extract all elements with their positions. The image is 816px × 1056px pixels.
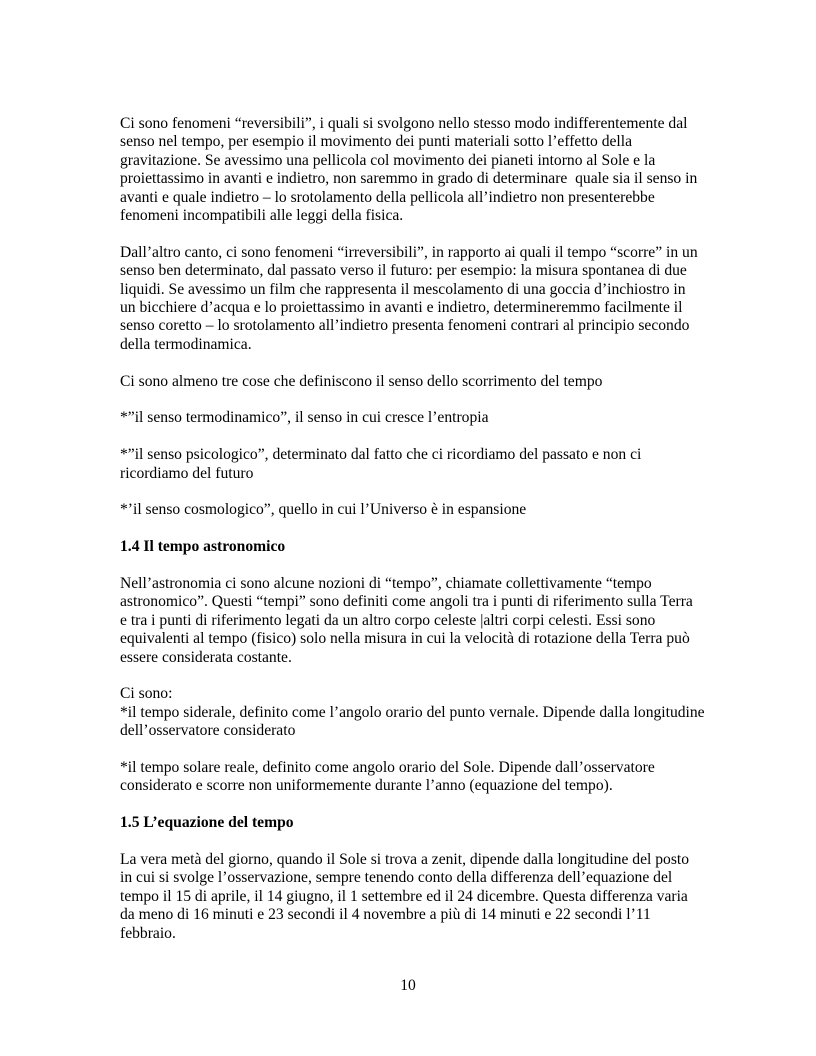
text-line: La vera metà del giorno, quando il Sole si trova a zenit, dipende dalla longitudine del posto (120, 851, 690, 869)
text-line: dell’osservatore considerato (120, 722, 296, 740)
text-line: senso nel tempo, per esempio il movimento dei punti materiali sotto l’effetto della (120, 133, 633, 151)
paragraph (120, 115, 720, 225)
text-line: senso ben determinato, dal passato verso il futuro: per esempio: la misura spontanea di due (120, 262, 687, 280)
text-line: ricordiamo del futuro (120, 464, 254, 482)
page-number: 10 (400, 977, 416, 994)
text-line: Nell’astronomia ci sono alcune nozioni di “tempo”, chiamate collettivamente “tempo (120, 575, 652, 593)
paragraph (120, 501, 720, 519)
paragraph (120, 446, 720, 483)
text-line: tempo il 15 di aprile, il 14 giugno, il 1 settembre ed il 24 dicembre. Questa differenza varia (120, 887, 688, 905)
text-line: in cui si svolge l’osservazione, sempre tenendo conto della differenza dell’equazione del (120, 869, 673, 887)
text-line: Ci sono fenomeni “reversibili”, i quali si svolgono nello stesso modo indifferentemente dal (120, 115, 688, 132)
text-line: liquidi. Se avessimo un film che rappresenta il mescolamento di una goccia d’inchiostro in (120, 280, 686, 298)
text-line: Ci sono: (120, 685, 173, 703)
text-line: gravitazione. Se avessimo una pellicola col movimento dei pianeti intorno al Sole e la (120, 151, 656, 169)
text-line: considerato e scorre non uniformemente durante l’anno (equazione del tempo). (120, 777, 613, 795)
text-line: *il tempo siderale, definito come l’angolo orario del punto vernale. Dipende dalla longitudine (120, 703, 705, 721)
paragraph (120, 685, 720, 740)
text-line: senso coretto – lo srotolamento all’indietro presenta fenomeni contrari al principio secondo (120, 317, 690, 335)
text-line: Dall’altro canto, ci sono fenomeni “irreversibili”, in rapporto ai quali il tempo “scorre” in un (120, 243, 698, 261)
paragraph (120, 244, 720, 354)
text-line: equivalenti al tempo (fisico) solo nella misura in cui la velocità di rotazione della Terra può (120, 630, 690, 648)
text-line: astronomico”. Questi “tempi” sono definiti come angoli tra i punti di riferimento sulla Terra (120, 593, 693, 611)
text-line: 1.4 Il tempo astronomico (120, 538, 286, 556)
text-line: febbraio. (120, 924, 176, 942)
text-line: Ci sono almeno tre cose che definiscono il senso dello scorrimento del tempo (120, 372, 603, 390)
paragraph (120, 851, 720, 943)
text-line: *”il senso termodinamico”, il senso in cui cresce l’entropia (120, 409, 489, 427)
text-line: proiettassimo in avanti e indietro, non saremmo in grado di determinare quale sia il senso in (120, 170, 698, 188)
section-heading (120, 814, 720, 832)
text-line: della termodinamica. (120, 335, 252, 353)
document-body (120, 115, 720, 962)
text-line: e tra i punti di riferimento legati da un altro corpo celeste |altri corpi celesti. Essi sono (120, 611, 656, 629)
text-line: *il tempo solare reale, definito come angolo orario del Sole. Dipende dall’osservatore (120, 759, 655, 777)
text-line: *’il senso cosmologico”, quello in cui l’Universo è in espansione (120, 501, 527, 519)
text-line: 1.5 L’equazione del tempo (120, 814, 294, 832)
paragraph (120, 409, 720, 427)
text-line: un bicchiere d’acqua e lo proiettassimo in avanti e indietro, determineremmo facilmente il (120, 299, 683, 317)
text-line: fenomeni incompatibili alle leggi della fisica. (120, 207, 404, 225)
text-line: da meno di 16 minuti e 23 secondi il 4 novembre a più di 14 minuti e 22 secondi l’11 (120, 906, 651, 924)
paragraph (120, 373, 720, 391)
text-line: essere considerata costante. (120, 648, 292, 666)
paragraph (120, 759, 720, 796)
text-line: *”il senso psicologico”, determinato dal fatto che ci ricordiamo del passato e non ci (120, 446, 642, 464)
section-heading (120, 538, 720, 556)
text-line: avanti e quale indietro – lo srotolamento della pellicola all’indietro non presenterebbe (120, 188, 655, 206)
paragraph (120, 575, 720, 667)
